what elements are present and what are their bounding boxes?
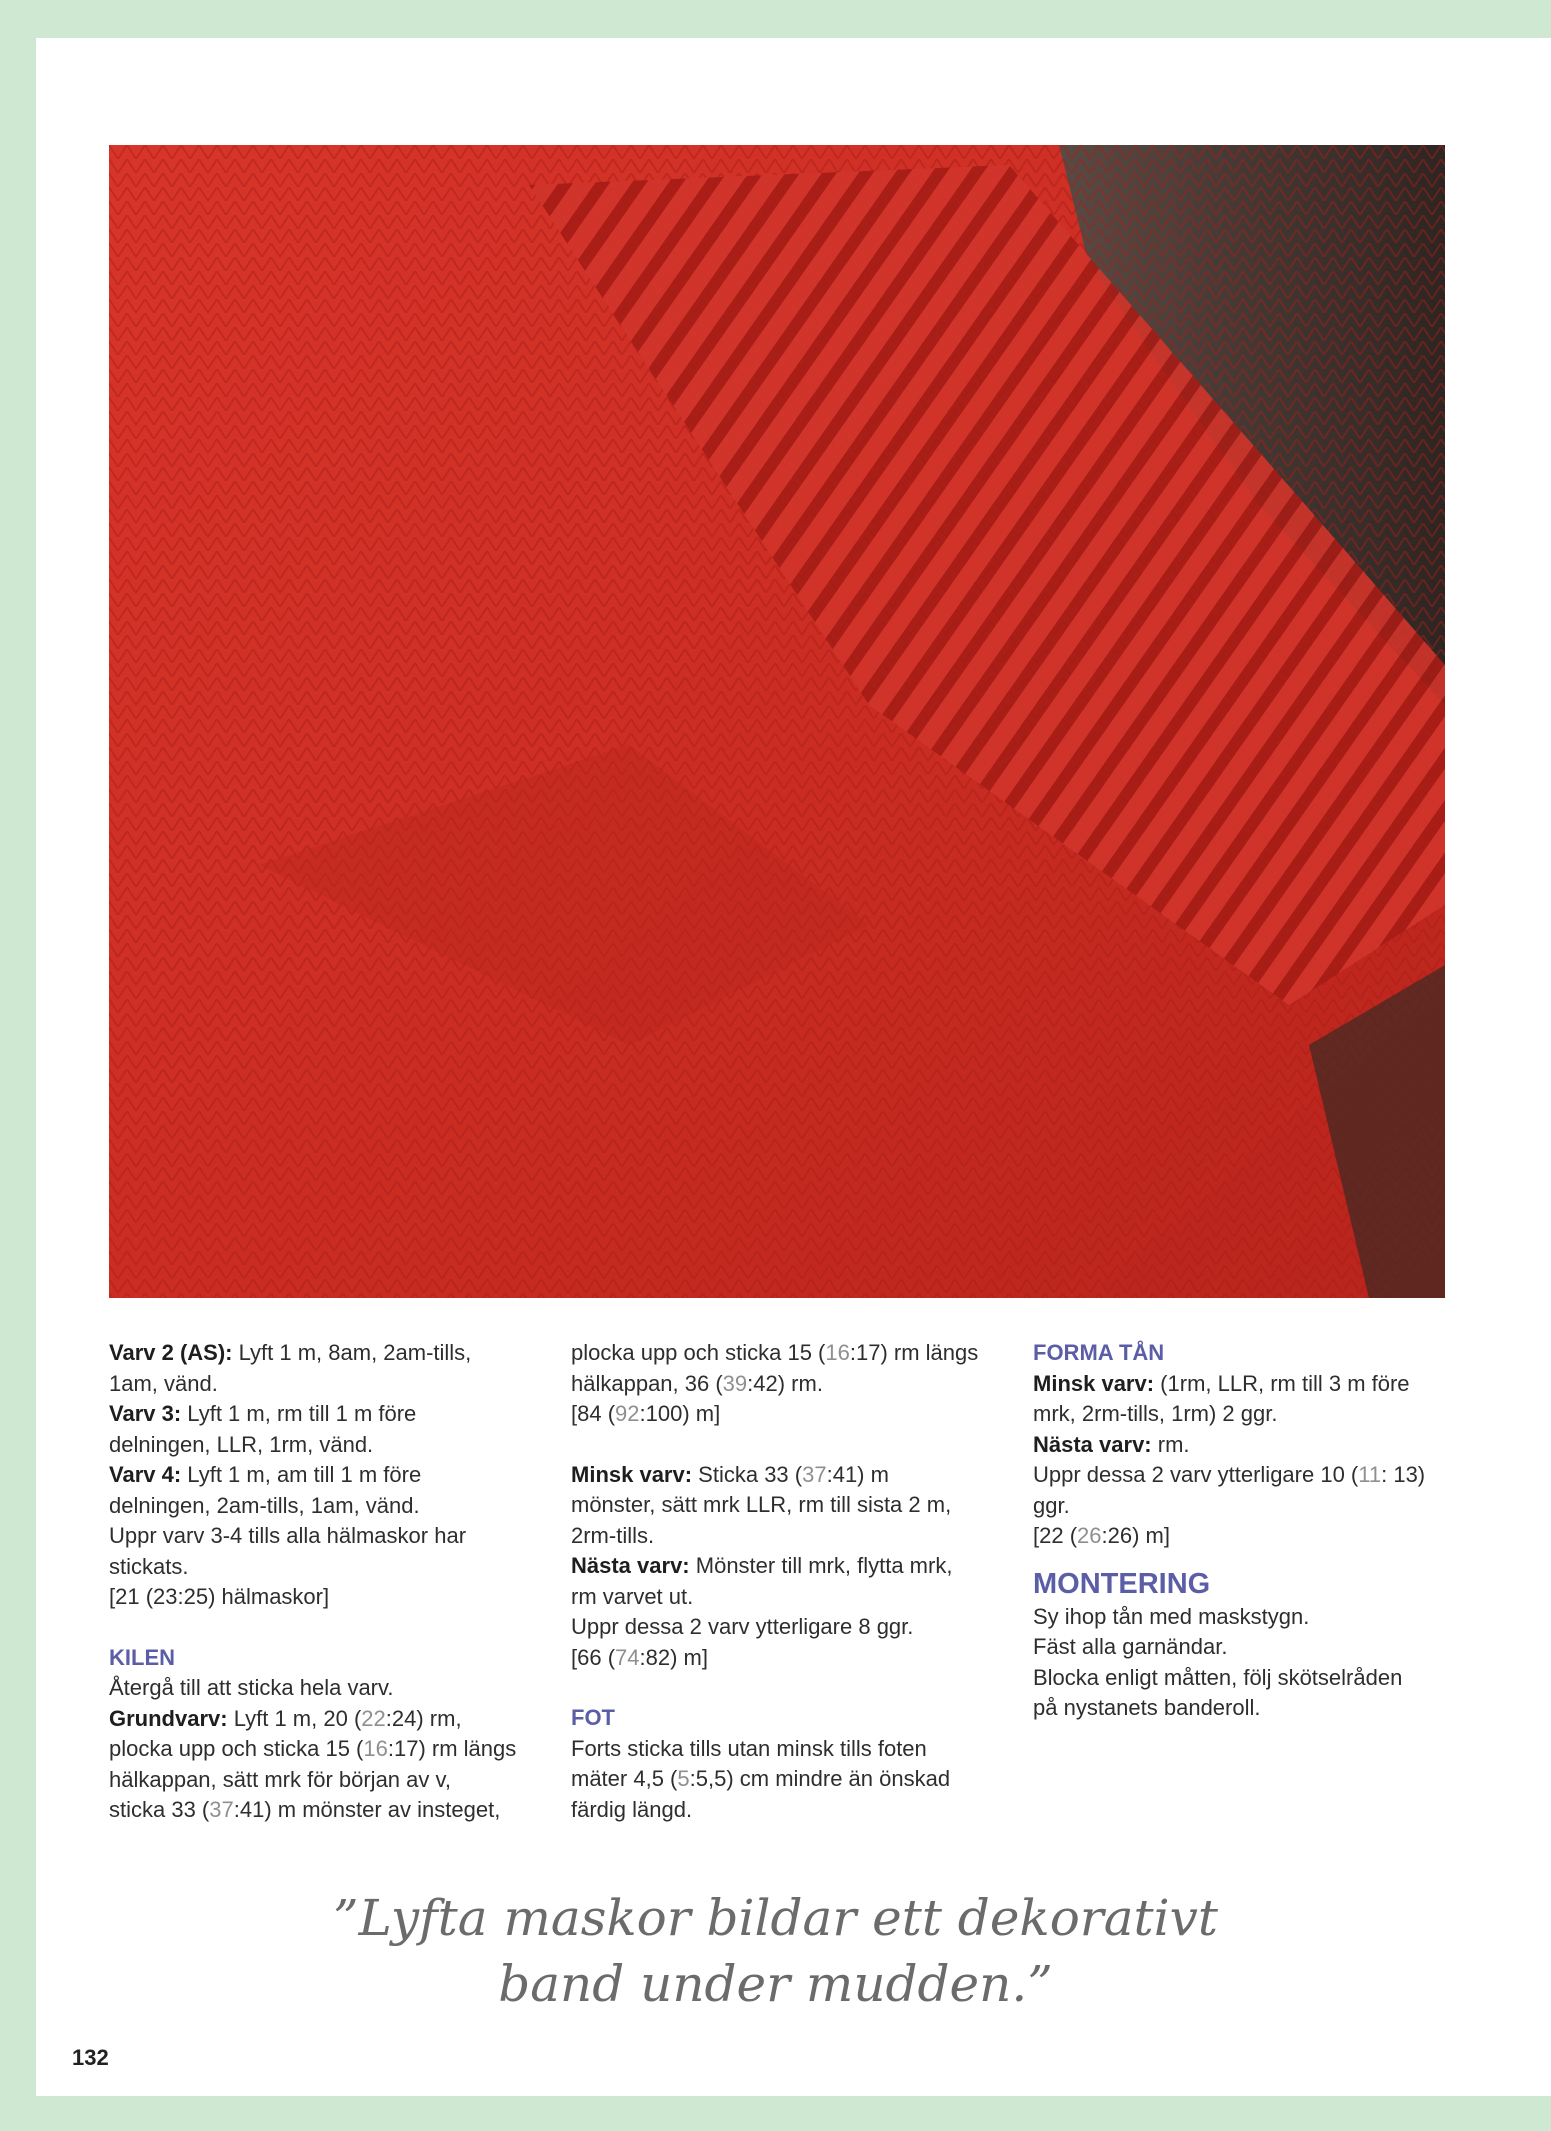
pull-quote	[0, 1885, 1551, 2017]
text: [66 (	[571, 1644, 616, 1670]
text: Lyft 1 m, am till 1 m före	[181, 1462, 422, 1487]
size-value: 5	[677, 1766, 690, 1791]
column-3	[1033, 1338, 1453, 1724]
size-value: 74	[615, 1644, 640, 1670]
size-value: 16	[825, 1340, 850, 1365]
text: :100) m]	[639, 1401, 721, 1426]
term: Varv 4:	[109, 1462, 182, 1487]
text: :5,5) cm mindre än önskad	[689, 1766, 951, 1791]
text-line: Sy ihop tån med maskstygn.	[1033, 1603, 1310, 1629]
page-number: 132	[72, 2045, 109, 2070]
size-value: 37	[209, 1797, 234, 1822]
text: [84 (	[571, 1401, 616, 1426]
text-line	[109, 1734, 549, 1765]
text-line: ggr.	[1033, 1492, 1070, 1518]
text: mäter 4,5 (	[571, 1766, 678, 1791]
column-2	[571, 1338, 1011, 1825]
text: plocka upp och sticka 15 (	[571, 1340, 826, 1365]
text: sticka 33 (	[109, 1797, 210, 1822]
text-line: Uppr varv 3-4 tills alla hälmaskor har	[109, 1523, 467, 1548]
size-value: 11	[1358, 1462, 1382, 1487]
section-heading-montering: MONTERING	[1033, 1567, 1211, 1600]
text: :82) m]	[639, 1644, 708, 1670]
text-line: Uppr dessa 2 varv ytterligare 8 ggr.	[571, 1614, 914, 1639]
term: Minsk varv:	[571, 1461, 693, 1487]
text-line	[571, 1369, 1011, 1400]
text-line: stickats.	[109, 1553, 189, 1579]
text-line	[109, 1795, 549, 1826]
term: Grundvarv:	[109, 1705, 228, 1731]
text-line: [21 (23:25) hälmaskor]	[109, 1584, 330, 1609]
spacer	[571, 1673, 1011, 1703]
knitting-photo-image	[109, 145, 1445, 1298]
text-line	[109, 1338, 549, 1369]
term: Nästa varv:	[1033, 1431, 1152, 1457]
size-value: 26	[1077, 1523, 1102, 1548]
column-1	[109, 1338, 549, 1826]
text: Uppr dessa 2 varv ytterligare 10 (	[1033, 1462, 1359, 1487]
size-value: 22	[361, 1705, 386, 1731]
section-heading-forma-tan: FORMA TÅN	[1033, 1340, 1165, 1365]
text: plocka upp och sticka 15 (	[109, 1736, 364, 1761]
spacer	[109, 1613, 549, 1643]
text-line	[571, 1551, 1011, 1582]
text: :41) m mönster av insteget,	[233, 1797, 501, 1822]
term: Minsk varv:	[1033, 1370, 1155, 1396]
text-line: färdig längd.	[571, 1796, 693, 1822]
term: Varv 3:	[109, 1401, 182, 1426]
text: Lyft 1 m, 20 (	[227, 1705, 362, 1731]
section-heading-kilen: KILEN	[109, 1644, 175, 1670]
text-line	[571, 1338, 1011, 1369]
text-line: Forts sticka tills utan minsk tills foten	[571, 1735, 927, 1761]
text: :17) rm längs	[849, 1340, 979, 1365]
text-line: Återgå till att sticka hela varv.	[109, 1675, 394, 1700]
text-line	[1033, 1521, 1453, 1552]
text-line	[571, 1764, 1011, 1795]
text-line	[571, 1643, 1011, 1674]
text-line	[1033, 1460, 1453, 1491]
pull-quote-line-1: ”Lyfta maskor bildar ett dekorativt	[333, 1889, 1218, 1947]
text: :17) rm längs	[387, 1736, 517, 1761]
text-line: mrk, 2rm-tills, 1rm) 2 ggr.	[1033, 1401, 1278, 1426]
text-line	[109, 1399, 549, 1430]
text-line: rm varvet ut.	[571, 1583, 694, 1609]
section-heading-fot: FOT	[571, 1705, 615, 1730]
size-value: 39	[722, 1370, 748, 1396]
text: : 13)	[1381, 1462, 1426, 1487]
pull-quote-line-2: band under mudden.”	[498, 1955, 1053, 2013]
text: hälkappan, 36 (	[571, 1370, 723, 1396]
size-value: 16	[363, 1736, 388, 1761]
text: Sticka 33 (	[692, 1461, 803, 1487]
text-line: Fäst alla garnändar.	[1033, 1634, 1228, 1659]
size-value: 37	[802, 1461, 827, 1487]
text: :42) rm.	[747, 1370, 823, 1396]
text-line	[1033, 1430, 1453, 1461]
text-line: 2rm-tills.	[571, 1522, 655, 1548]
text: Mönster till mrk, flytta mrk,	[689, 1553, 953, 1578]
text-line	[109, 1704, 549, 1735]
size-value: 92	[615, 1401, 640, 1426]
text-line	[571, 1460, 1011, 1491]
text-line: hälkappan, sätt mrk för början av v,	[109, 1766, 451, 1792]
text: :24) rm,	[385, 1705, 462, 1731]
text-line: mönster, sätt mrk LLR, rm till sista 2 m,	[571, 1492, 952, 1517]
text: rm.	[1151, 1431, 1190, 1457]
text: Lyft 1 m, 8am, 2am-tills,	[232, 1340, 472, 1365]
term: Nästa varv:	[571, 1553, 690, 1578]
text-line	[571, 1399, 1011, 1430]
term: Varv 2 (AS):	[109, 1340, 233, 1365]
text: :26) m]	[1101, 1523, 1170, 1548]
text-line	[109, 1460, 549, 1491]
text-line: på nystanets banderoll.	[1033, 1695, 1261, 1720]
text-line: delningen, LLR, 1rm, vänd.	[109, 1431, 374, 1457]
text-line: Blocka enligt måtten, följ skötselråden	[1033, 1664, 1403, 1690]
text: [22 (	[1033, 1523, 1078, 1548]
text: :41) m	[826, 1461, 889, 1487]
spacer	[1033, 1552, 1453, 1566]
text-line: delningen, 2am-tills, 1am, vänd.	[109, 1492, 420, 1518]
text-line	[1033, 1369, 1453, 1400]
spacer	[571, 1430, 1011, 1460]
text-line: 1am, vänd.	[109, 1370, 218, 1396]
knitting-photo	[109, 145, 1445, 1298]
text: Lyft 1 m, rm till 1 m före	[181, 1401, 417, 1426]
text: (1rm, LLR, rm till 3 m före	[1154, 1370, 1410, 1396]
